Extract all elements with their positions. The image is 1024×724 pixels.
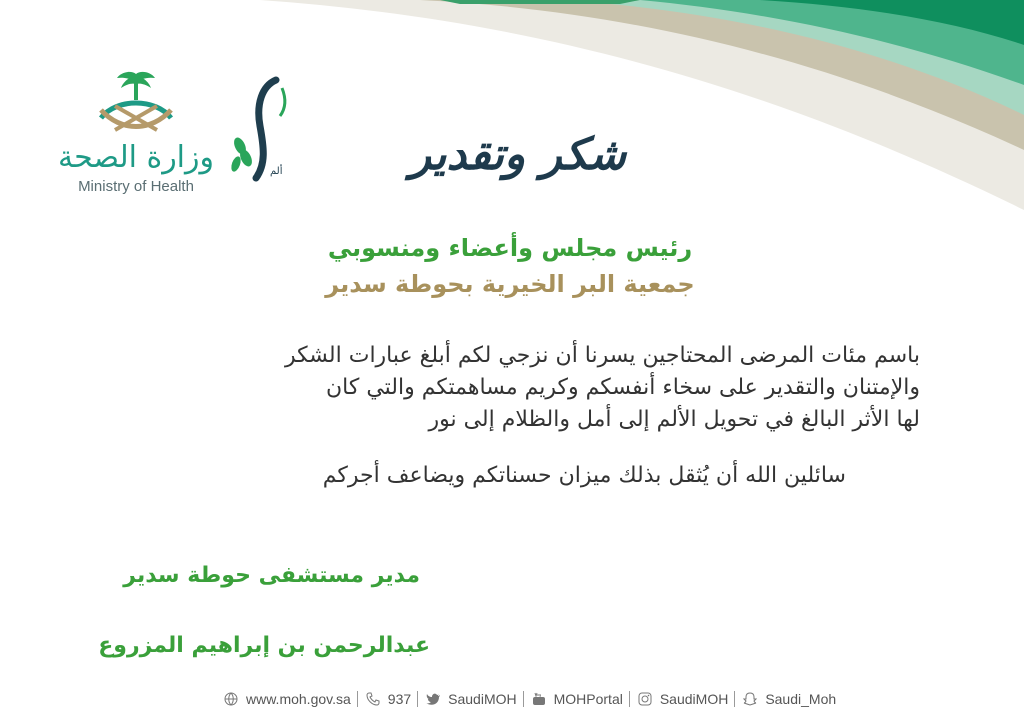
footer-snapchat[interactable] [741, 690, 836, 708]
youtube-icon [530, 690, 548, 708]
recipient-line-2: جمعية البر الخيرية بحوطة سدير [325, 270, 695, 298]
alam-mark-text: ألم [270, 166, 283, 177]
divider [734, 691, 735, 707]
moh-english-name: Ministry of Health [78, 178, 194, 195]
footer-youtube[interactable] [530, 690, 623, 708]
divider [357, 691, 358, 707]
divider [523, 691, 524, 707]
body-line-1: باسم مئات المرضى المحتاجين يسرنا أن نزجي لكم أبلغ عبارات الشكر [285, 343, 920, 368]
twitter-text: SaudiMOH [448, 691, 517, 707]
moh-logo [56, 70, 216, 196]
closing-line: سائلين الله أن يُثقل بذلك ميزان حسناتكم ويضاعف أجركم [322, 463, 846, 488]
page-title: شكر وتقدير [409, 129, 627, 180]
signatory-title: مدير مستشفى حوطة سدير [123, 563, 420, 588]
footer-website[interactable] [222, 690, 351, 708]
signatory-name: عبدالرحمن بن إبراهيم المزروع [98, 633, 430, 658]
alam-logo [226, 74, 298, 190]
footer-phone[interactable] [364, 690, 411, 708]
snapchat-icon [741, 690, 759, 708]
instagram-text: SaudiMOH [659, 691, 729, 707]
instagram-icon [636, 690, 654, 708]
footer-twitter[interactable] [424, 690, 516, 708]
phone-icon [364, 690, 382, 708]
twitter-icon [424, 690, 442, 708]
website-text: www.moh.gov.sa [246, 691, 351, 707]
globe-icon [222, 690, 240, 708]
body-line-3: لها الأثر البالغ في تحويل الألم إلى أمل والظلام إلى نور [428, 407, 920, 432]
body-line-2: والإمتنان والتقدير على سخاء أنفسكم وكريم مساهمتكم والتي كان [326, 375, 920, 400]
divider [417, 691, 418, 707]
footer-instagram[interactable] [636, 690, 728, 708]
divider [629, 691, 630, 707]
snapchat-text: Saudi_Moh [765, 691, 837, 707]
youtube-text: MOHPortal [553, 691, 623, 707]
moh-arabic-name: وزارة الصحة [58, 140, 214, 175]
phone-text: 937 [387, 691, 412, 707]
footer-contacts [222, 688, 836, 710]
recipient-line-1: رئيس مجلس وأعضاء ومنسوبي [327, 234, 693, 262]
letter-body [130, 340, 920, 436]
moh-emblem-icon [81, 70, 191, 140]
